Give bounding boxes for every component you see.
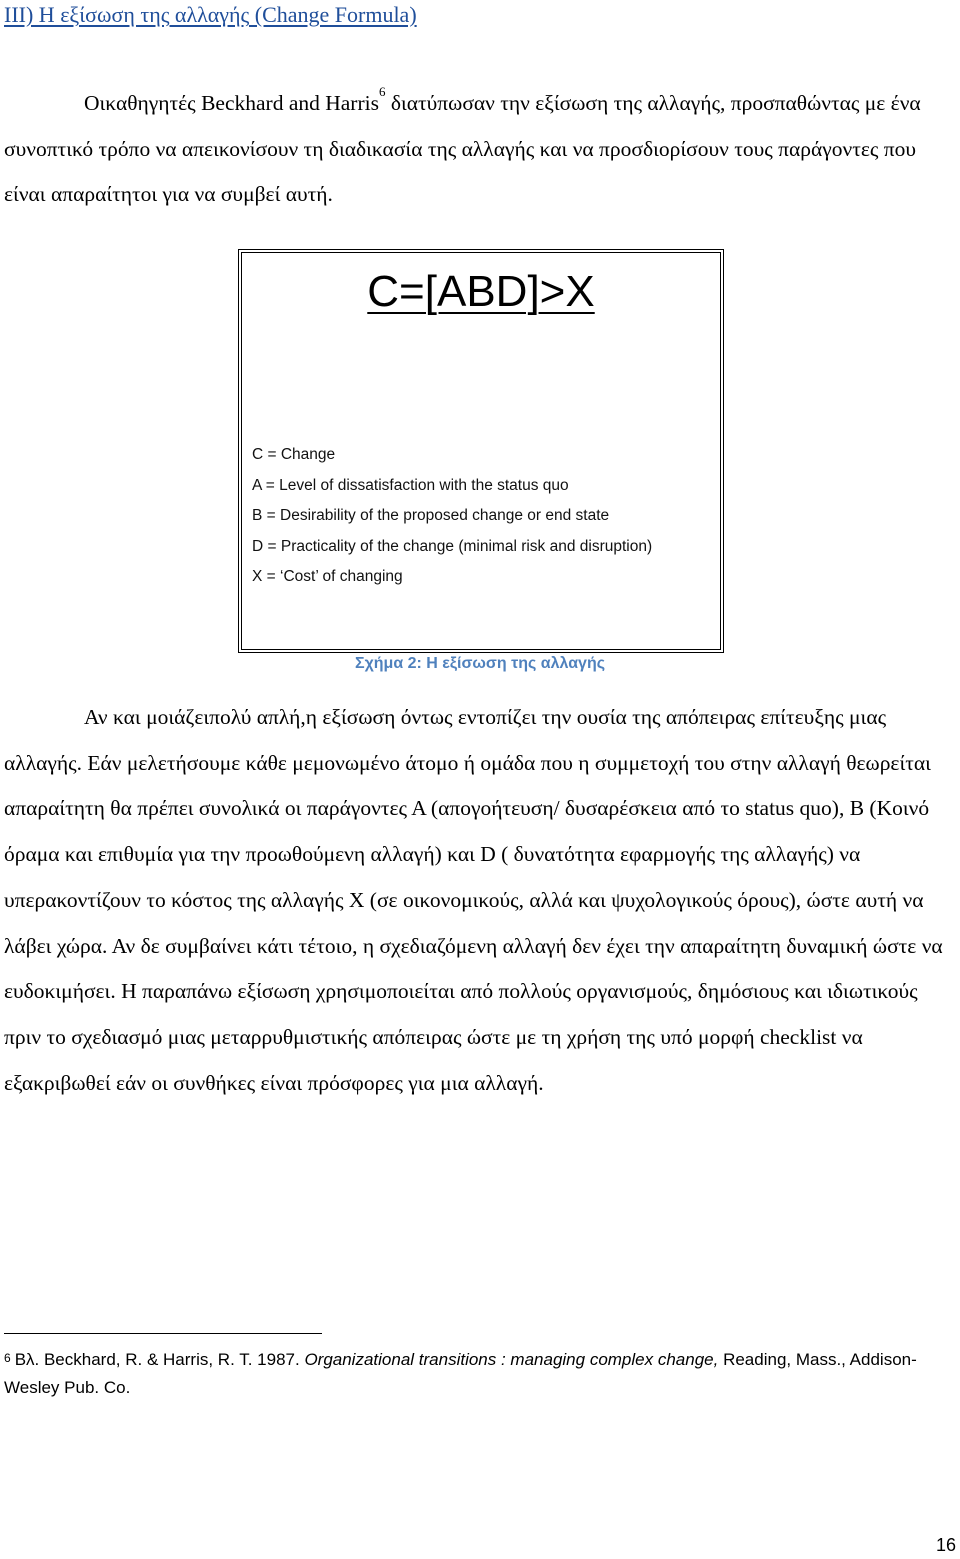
formula-legend — [252, 440, 652, 593]
footnote-suffix: Reading, Mass., Addison-Wesley Pub. Co. — [4, 1350, 917, 1397]
change-formula: C=[ABD]>X — [367, 267, 595, 316]
intro-text-start: Οικαθηγητές Beckhard and Harris — [84, 91, 379, 115]
page-number: 16 — [935, 1535, 956, 1555]
footnote-separator — [4, 1333, 322, 1334]
footnote-prefix: Βλ. Beckhard, R. & Harris, R. T. 1987. — [14, 1350, 305, 1369]
legend-item-b: B = Desirability of the proposed change or end state — [252, 507, 610, 525]
footnote-number: 6 — [4, 1351, 11, 1365]
section-heading: III) Η εξίσωση της αλλαγής (Change Formula) — [4, 2, 417, 27]
legend-item-c: C = Change — [252, 446, 336, 463]
legend-item-x: X = ‘Cost’ of changing — [252, 568, 403, 586]
footnote — [4, 1346, 954, 1402]
figure-caption: Σχήμα 2: Η εξίσωση της αλλαγής — [354, 655, 606, 672]
legend-item-a: A = Level of dissatisfaction with the status quo — [252, 476, 569, 494]
footnote-title: Organizational transitions : managing complex change, — [304, 1350, 719, 1369]
legend-item-d: D = Practicality of the change (minimal risk and disruption) — [252, 537, 653, 555]
formula-figure — [238, 249, 724, 653]
intro-text-end: διατύπωσαν την εξίσωση της αλλαγής, προσπαθώντας με ένα συνοπτικό τρόπο να απεικονίσουν τη διαδικασία της αλλαγής και να προσδιορίσουν τους παράγοντες που είναι απαραίτητοι για να συμβεί αυτή. — [4, 91, 921, 207]
footnote-ref[interactable]: 6 — [378, 84, 386, 99]
intro-paragraph — [4, 81, 954, 218]
body-paragraph: Αν και μοιάζειπολύ απλή,η εξίσωση όντως εντοπίζει την ουσία της απόπειρας επίτευξης μιας αλλαγής. Εάν μελετήσουμε κάθε μεμονωμένο άτομο ή ομάδα που η συμμετοχή του στην αλλαγή θεωρείται απαραίτητη θα πρέπει συνολικά οι παράγοντες Α (απογοήτευση/ δυσαρέσκεια από το status quo), B (Κοινό όραμα και επιθυμία για την προωθούμενη αλλαγή) και D ( δυνατότητα εφαρμογής της αλλαγής) να υπερακοντίζουν το κόστος της αλλαγής Χ (σε οικονομικούς, αλλά και ψυχολογικούς όρους), ώστε αυτή να λάβει χώρα. Αν δε συμβαίνει κάτι τέτοιο, η σχεδιαζόμενη αλλαγή δεν έχει την απαραίτητη δυναμική ώστε να ευδοκιμήσει. Η παραπάνω εξίσωση χρησιμοποιείται από πολλούς οργανισμούς, δημόσιους και ιδιωτικούς πριν το σχεδιασμό μιας μεταρρυθμιστικής απόπειρας ώστε με τη χρήση της υπό μορφή checklist να εξακριβωθεί εάν οι συνθήκες είναι πρόσφορες για μια αλλαγή. — [4, 705, 943, 1095]
